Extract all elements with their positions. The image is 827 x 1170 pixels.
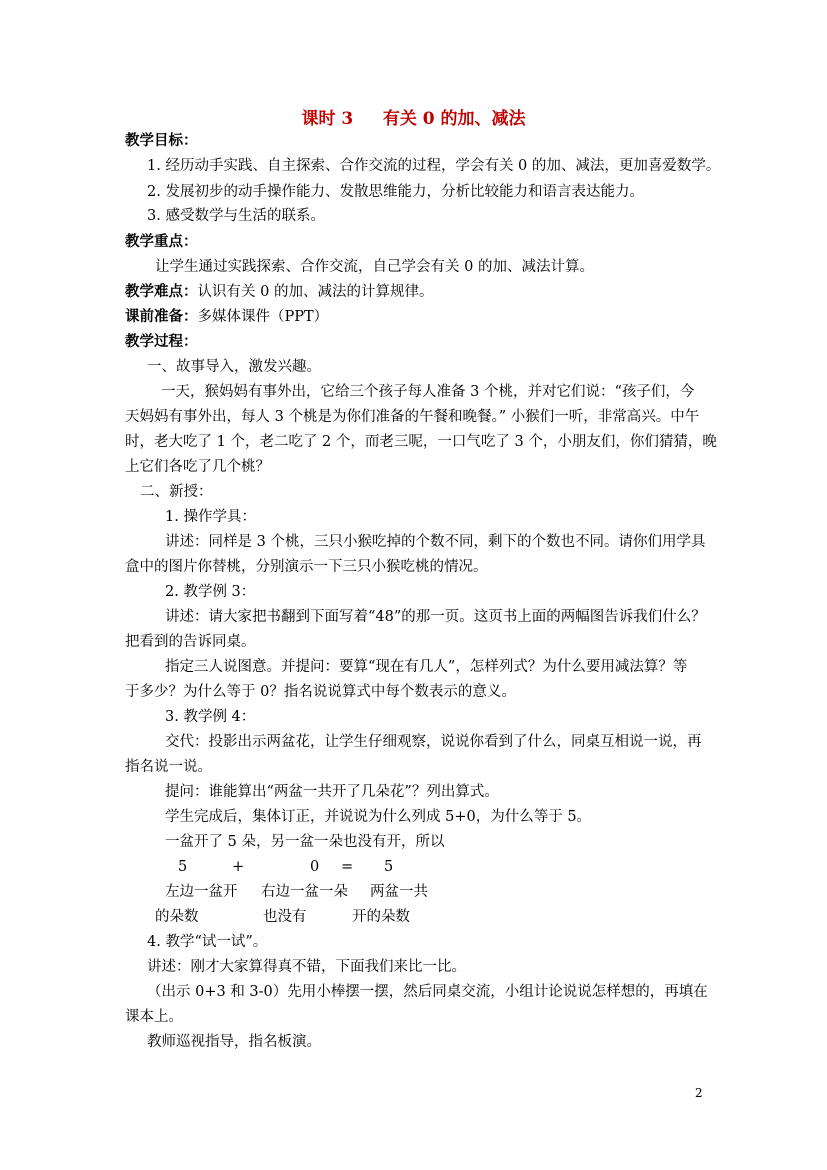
section-1-title: 一、故事导入，激发兴趣。 — [147, 359, 321, 375]
lesson-title: 课时 3 有关 0 的加、减法 — [301, 109, 526, 129]
formula-label: 两盆一共 — [370, 884, 428, 900]
paragraph-line: 提问：谁能算出“两盆一共开了几朵花”？列出算式。 — [165, 784, 499, 800]
story-paragraph-line: 一天，猴妈妈有事外出，它给三个孩子每人准备 3 个桃，并对它们说：“孩子们，今 — [161, 384, 695, 400]
formula-sum: 5 — [384, 859, 394, 875]
paragraph-line: （出示 0+3 和 3-0）先用小棒摆一摆，然后同桌交流，小组计论说说怎样想的，再填在 — [147, 984, 708, 1000]
paragraph-line: 讲述：同样是 3 个桃，三只小猴吃掉的个数不同，剩下的个数也不同。请你们用学具 — [165, 534, 706, 550]
paragraph-line: 指定三人说图意。并提问：要算“现在有几人”，怎样列式？为什么要用减法算？等 — [165, 659, 688, 675]
paragraph-line: 课本上。 — [125, 1009, 183, 1025]
objective-item: 1. 经历动手实践、自主探索、合作交流的过程，学会有关 0 的加、减法，更加喜爱数学。 — [147, 158, 721, 174]
story-paragraph-line: 时，老大吃了 1 个，老二吃了 2 个，而老三呢，一口气吃了 3 个，小朋友们，你们猜猜，晚 — [125, 434, 717, 450]
formula-label: 开的朵数 — [352, 909, 410, 925]
subsection-title: 2. 教学例 3： — [165, 584, 256, 600]
difficulty-heading: 教学难点： — [125, 283, 198, 300]
formula-addend-a: 5 — [178, 859, 188, 875]
section-2-title: 二、新授： — [140, 484, 213, 500]
story-paragraph-line: 上它们各吃了几个桃？ — [125, 459, 270, 475]
subsection-title: 4. 教学“试一试”。 — [147, 934, 268, 950]
paragraph-line: 盒中的图片你替桃，分别演示一下三只小猴吃桃的情况。 — [125, 559, 488, 575]
formula-label: 右边一盆一朵 — [261, 884, 348, 900]
paragraph-line: 学生完成后，集体订正，并说说为什么列成 5+0，为什么等于 5。 — [165, 809, 592, 825]
paragraph-line: 一盆开了 5 朵，另一盆一朵也没有开，所以 — [165, 834, 445, 850]
formula-label: 左边一盆开 — [165, 884, 238, 900]
objective-item: 2. 发展初步的动手操作能力、发散思维能力，分析比较能力和语言表达能力。 — [147, 184, 644, 200]
paragraph-line: 交代：投影出示两盆花，让学生仔细观察，说说你看到了什么，同桌互相说一说，再 — [165, 734, 702, 750]
objectives-heading: 教学目标： — [125, 132, 198, 149]
key-point-text: 让学生通过实践探索、合作交流，自己学会有关 0 的加、减法计算。 — [155, 259, 594, 275]
paragraph-line: 于多少？为什么等于 0？指名说说算式中每个数表示的意义。 — [125, 684, 516, 700]
formula-equals: = — [341, 859, 354, 875]
formula-addend-b: 0 — [310, 859, 320, 875]
paragraph-line: 把看到的告诉同桌。 — [125, 634, 256, 650]
difficulty-text: 认识有关 0 的加、减法的计算规律。 — [197, 284, 434, 300]
page-number: 2 — [695, 1086, 703, 1100]
formula-label: 的朵数 — [155, 909, 199, 925]
process-heading: 教学过程： — [125, 333, 198, 350]
formula-plus: + — [232, 859, 245, 875]
preparation-heading: 课前准备： — [125, 308, 198, 325]
paragraph-line: 指名说一说。 — [125, 759, 212, 775]
subsection-title: 3. 教学例 4： — [165, 709, 256, 725]
paragraph-line: 讲述：请大家把书翻到下面写着“48”的那一页。这页书上面的两幅图告诉我们什么？ — [165, 609, 706, 625]
preparation-text: 多媒体课件（PPT） — [197, 309, 329, 325]
paragraph-line: 教师巡视指导，指名板演。 — [147, 1034, 321, 1050]
story-paragraph-line: 天妈妈有事外出，每人 3 个桃是为你们准备的午餐和晚餐。” 小猴们一听，非常高兴。中午 — [125, 409, 700, 425]
key-point-heading: 教学重点： — [125, 233, 198, 250]
paragraph-line: 讲述：刚才大家算得真不错，下面我们来比一比。 — [147, 959, 466, 975]
formula-label: 也没有 — [263, 909, 307, 925]
objective-item: 3. 感受数学与生活的联系。 — [147, 208, 325, 224]
preparation-row — [125, 307, 328, 327]
subsection-title: 1. 操作学具： — [165, 509, 256, 525]
difficulty-row — [125, 282, 433, 302]
